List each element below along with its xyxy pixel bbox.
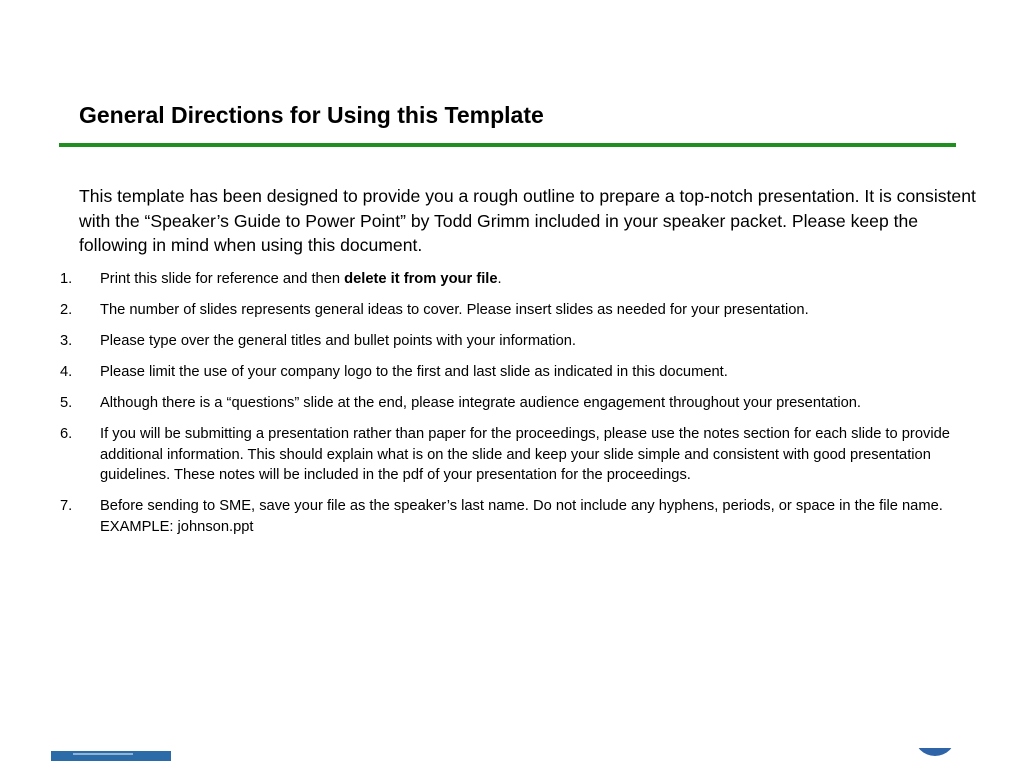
list-item (60, 269, 975, 290)
title-divider (59, 143, 956, 147)
list-item (60, 393, 975, 414)
list-item (60, 331, 975, 352)
item-text: Before sending to SME, save your file as the speaker’s last name. Do not include any hyphens, periods, or space in the file name. EXAMPLE: johnson.ppt (100, 498, 943, 535)
item-text: The number of slides represents general ideas to cover. Please insert slides as needed for your presentation. (100, 302, 809, 318)
list-item (60, 496, 975, 537)
list-item (60, 424, 975, 486)
intro-paragraph: This template has been designed to provide you a rough outline to prepare a top-notch presentation. It is consistent with the “Speaker’s Guide to Power Point” by Todd Grimm included in your speaker packet. Please keep the following in mind when using this document. (79, 186, 976, 255)
item-number: 1. (60, 271, 73, 287)
item-number: 3. (60, 333, 73, 349)
item-number: 7. (60, 498, 73, 514)
list-item (60, 300, 975, 321)
item-text: If you will be submitting a presentation rather than paper for the proceedings, please use the notes section for each slide to provide additional information. This should explain what is on the slide and keep your slide simple and consistent with good presentation guidelines. These notes will be included in the pdf of your presentation for the proceedings. (100, 426, 950, 483)
directions-list (60, 269, 975, 548)
item-number: 5. (60, 395, 73, 411)
item-number: 2. (60, 302, 73, 318)
item-emphasis: delete it from your file (344, 271, 498, 287)
item-text-end: . (497, 271, 502, 287)
item-text: Print this slide for reference and then (100, 271, 345, 287)
item-text: Please limit the use of your company logo to the first and last slide as indicated in this document. (100, 364, 728, 380)
item-number: 6. (60, 426, 73, 442)
slide-title: General Directions for Using this Template (79, 102, 544, 128)
item-text: Please type over the general titles and bullet points with your information. (100, 333, 576, 349)
item-number: 4. (60, 364, 73, 380)
footer-logo-mask (905, 718, 965, 748)
list-item (60, 362, 975, 383)
item-text: Although there is a “questions” slide at the end, please integrate audience engagement throughout your presentation. (100, 395, 862, 411)
footer-bar (51, 751, 171, 761)
